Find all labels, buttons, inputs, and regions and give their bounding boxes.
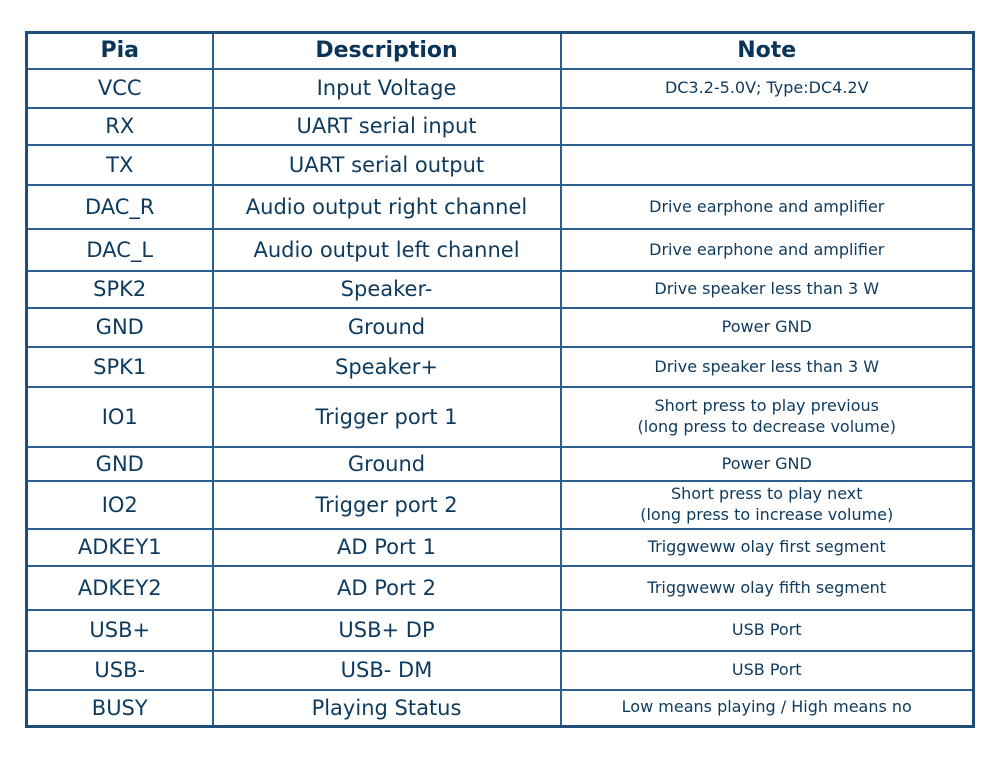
pin-cell: SPK2	[27, 271, 213, 308]
description-cell: AD Port 1	[213, 529, 561, 566]
pin-cell: ADKEY2	[27, 566, 213, 610]
pin-cell: ADKEY1	[27, 529, 213, 566]
description-cell: Ground	[213, 308, 561, 347]
description-cell: Ground	[213, 447, 561, 481]
header-pin: Pia	[27, 33, 213, 70]
description-cell: UART serial output	[213, 145, 561, 185]
description-cell: Speaker-	[213, 271, 561, 308]
table-row	[27, 185, 974, 229]
pin-cell: IO1	[27, 387, 213, 447]
note-cell	[561, 690, 974, 726]
note-line: Low means playing / High means no	[621, 697, 912, 717]
note-cell	[561, 271, 974, 308]
table-row	[27, 529, 974, 566]
pin-cell: GND	[27, 308, 213, 347]
note-line: Short press to play next	[670, 484, 863, 504]
table-row	[27, 447, 974, 481]
table-row	[27, 308, 974, 347]
table-row	[27, 481, 974, 529]
table-row	[27, 610, 974, 651]
note-line: Drive speaker less than 3 W	[654, 279, 880, 299]
description-cell: USB- DM	[213, 651, 561, 690]
note-line: Short press to play previous	[654, 396, 880, 416]
pin-cell: USB-	[27, 651, 213, 690]
note-line: Power GND	[721, 317, 812, 337]
header-description: Description	[213, 33, 561, 70]
note-line: (long press to increase volume)	[640, 505, 894, 524]
pin-cell: IO2	[27, 481, 213, 529]
pin-cell: USB+	[27, 610, 213, 651]
table-row	[27, 69, 974, 108]
note-cell	[561, 69, 974, 108]
table-header	[27, 33, 974, 70]
pin-cell: DAC_R	[27, 185, 213, 229]
pin-cell: SPK1	[27, 347, 213, 387]
table-row	[27, 566, 974, 610]
note-line: Triggweww olay first segment	[647, 537, 886, 557]
description-cell: Trigger port 1	[213, 387, 561, 447]
pin-cell: VCC	[27, 69, 213, 108]
pin-cell: BUSY	[27, 690, 213, 726]
table-row	[27, 347, 974, 387]
table-row	[27, 229, 974, 271]
note-line: Drive earphone and amplifier	[649, 239, 885, 259]
table-row	[27, 651, 974, 690]
note-cell	[561, 229, 974, 271]
table-row	[27, 108, 974, 145]
header-row	[27, 33, 974, 70]
note-line: (long press to decrease volume)	[637, 417, 896, 436]
pin-cell: TX	[27, 145, 213, 185]
note-cell	[561, 651, 974, 690]
description-cell: AD Port 2	[213, 566, 561, 610]
note-cell	[561, 185, 974, 229]
note-cell	[561, 447, 974, 481]
description-cell: Trigger port 2	[213, 481, 561, 529]
pin-cell: RX	[27, 108, 213, 145]
pin-description-table	[25, 31, 975, 728]
note-cell	[561, 347, 974, 387]
description-cell: Speaker+	[213, 347, 561, 387]
note-cell	[561, 610, 974, 651]
note-cell	[561, 108, 974, 145]
note-cell	[561, 566, 974, 610]
table-row	[27, 387, 974, 447]
note-line: DC3.2-5.0V; Type:DC4.2V	[664, 78, 869, 98]
description-cell: UART serial input	[213, 108, 561, 145]
note-line: USB Port	[731, 660, 802, 680]
description-cell: Playing Status	[213, 690, 561, 726]
note-line: Drive speaker less than 3 W	[654, 356, 880, 376]
note-line: Triggweww olay fifth segment	[647, 577, 887, 597]
table-body	[27, 69, 974, 726]
description-cell: USB+ DP	[213, 610, 561, 651]
note-cell	[561, 145, 974, 185]
pin-cell: GND	[27, 447, 213, 481]
note-line: Drive earphone and amplifier	[649, 196, 885, 216]
table-row	[27, 690, 974, 726]
note-line: Power GND	[721, 453, 812, 473]
note-cell	[561, 387, 974, 447]
note-cell	[561, 481, 974, 529]
note-line: USB Port	[731, 620, 802, 640]
table-row	[27, 145, 974, 185]
description-cell: Audio output right channel	[213, 185, 561, 229]
table-row	[27, 271, 974, 308]
note-cell	[561, 529, 974, 566]
note-cell	[561, 308, 974, 347]
description-cell: Input Voltage	[213, 69, 561, 108]
description-cell: Audio output left channel	[213, 229, 561, 271]
pin-cell: DAC_L	[27, 229, 213, 271]
header-note: Note	[561, 33, 974, 70]
